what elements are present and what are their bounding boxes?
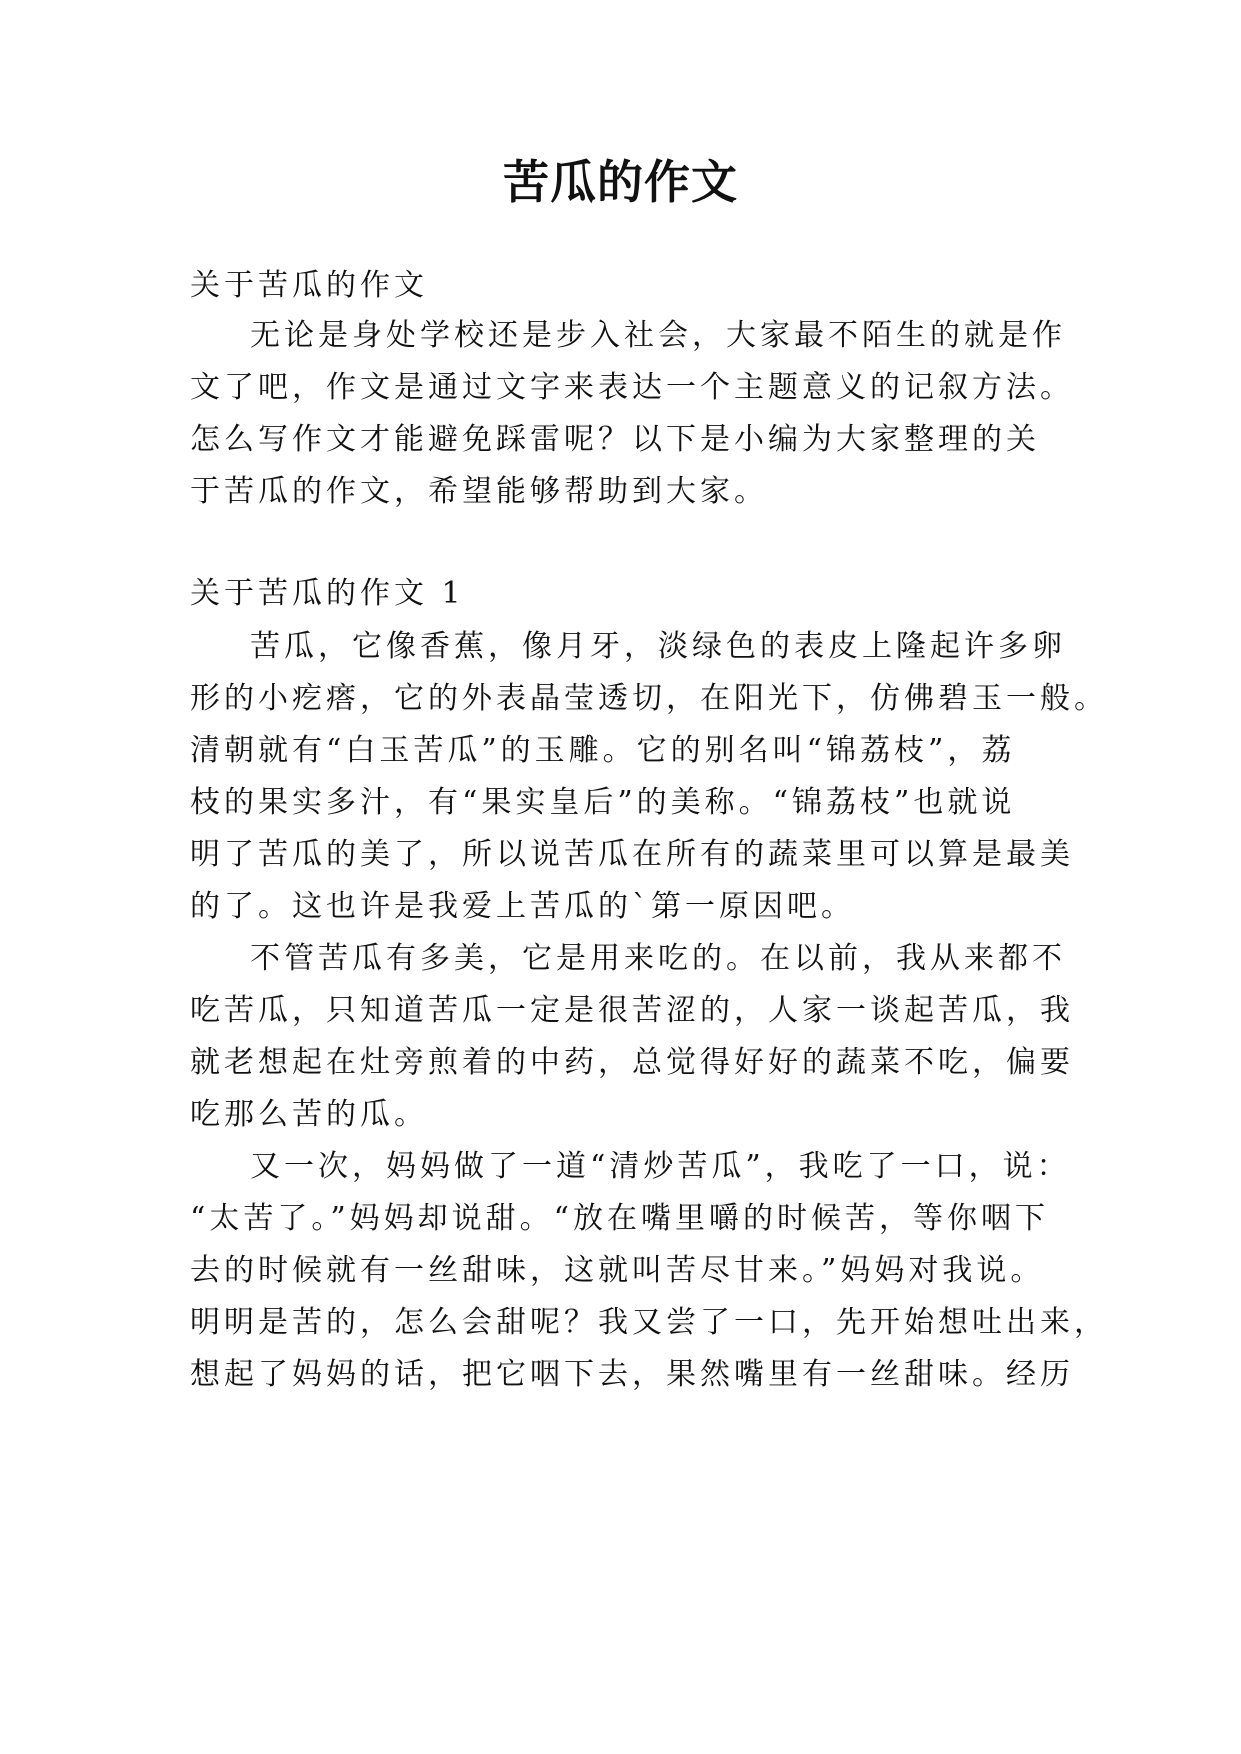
essay-paragraph-line: 的了。这也许是我爱上苦瓜的`第一原因吧。	[190, 889, 855, 924]
essay-paragraph-line: 想起了妈妈的话，把它咽下去，果然嘴里有一丝甜味。经历	[190, 1357, 1074, 1392]
essay-paragraph-line: “太苦了。”妈妈却说甜。“放在嘴里嚼的时候苦，等你咽下	[190, 1201, 1050, 1236]
essay-paragraph-line: 明了苦瓜的美了，所以说苦瓜在所有的蔬菜里可以算是最美	[190, 837, 1074, 872]
intro-paragraph-line: 于苦瓜的作文，希望能够帮助到大家。	[190, 474, 768, 509]
essay-1-heading: 关于苦瓜的作文 1	[190, 576, 465, 611]
essay-paragraph-line: 不管苦瓜有多美，它是用来吃的。在以前，我从来都不	[250, 941, 1066, 976]
intro-heading: 关于苦瓜的作文	[190, 268, 428, 303]
essay-paragraph-line: 形的小疙瘩，它的外表晶莹透切，在阳光下，仿佛碧玉一般。	[190, 681, 1108, 716]
intro-paragraph-line: 无论是身处学校还是步入社会，大家最不陌生的就是作	[250, 318, 1066, 353]
essay-paragraph-line: 清朝就有“白玉苦瓜”的玉雕。它的别名叫“锦荔枝”，荔	[190, 733, 1016, 768]
intro-paragraph-line: 怎么写作文才能避免踩雷呢？以下是小编为大家整理的关	[190, 422, 1040, 457]
document-title: 苦瓜的作文	[503, 155, 738, 209]
essay-paragraph-line: 去的时候就有一丝甜味，这就叫苦尽甘来。”妈妈对我说。	[190, 1253, 1045, 1288]
essay-paragraph-line: 吃那么苦的瓜。	[190, 1097, 428, 1132]
essay-paragraph-line: 苦瓜，它像香蕉，像月牙，淡绿色的表皮上隆起许多卵	[250, 629, 1066, 664]
essay-paragraph-line: 就老想起在灶旁煎着的中药，总觉得好好的蔬菜不吃，偏要	[190, 1045, 1074, 1080]
essay-paragraph-line: 明明是苦的，怎么会甜呢？我又尝了一口，先开始想吐出来，	[190, 1305, 1108, 1340]
essay-paragraph-line: 又一次，妈妈做了一道“清炒苦瓜”，我吃了一口，说：	[250, 1149, 1071, 1184]
essay-paragraph-line: 枝的果实多汁，有“果实皇后”的美称。“锦荔枝”也就说	[190, 785, 1016, 820]
intro-paragraph-line: 文了吧，作文是通过文字来表达一个主题意义的记叙方法。	[190, 370, 1074, 405]
essay-paragraph-line: 吃苦瓜，只知道苦瓜一定是很苦涩的，人家一谈起苦瓜，我	[190, 993, 1074, 1028]
